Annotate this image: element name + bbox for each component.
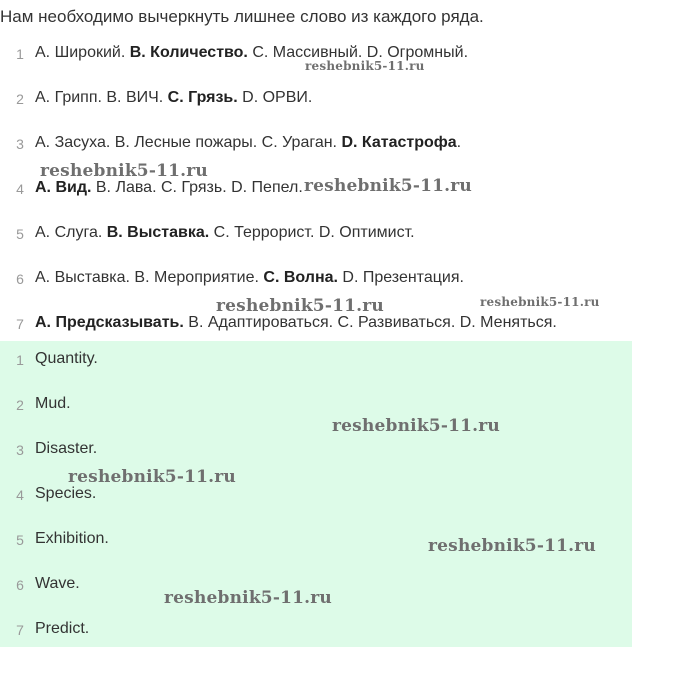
- highlighted-answer: A. Вид.: [35, 179, 92, 196]
- highlighted-answer: C. Волна.: [263, 269, 338, 286]
- answer-option-text: A. Выставка. B. Мероприятие.: [35, 269, 264, 286]
- item-number: 5. 5: [16, 532, 24, 548]
- list-item: [0, 476, 632, 521]
- item-number: 4. 4: [16, 181, 24, 197]
- item-text: [35, 134, 461, 152]
- highlighted-answer: C. Грязь.: [167, 89, 238, 106]
- list-item: [0, 521, 632, 566]
- item-text: [35, 314, 557, 332]
- item-text: [35, 269, 464, 287]
- watermark: reshebnik5-11.ru: [480, 295, 600, 309]
- item-number: 7. 7: [16, 622, 24, 638]
- list-item: [0, 566, 632, 611]
- item-text: [35, 224, 415, 242]
- highlighted-answer: D. Катастрофа: [341, 134, 457, 151]
- item-text: Wave.: [35, 575, 80, 592]
- list-item: [0, 212, 632, 257]
- item-text: [35, 89, 312, 107]
- watermark: reshebnik5-11.ru: [216, 296, 384, 316]
- english-answer-list: [0, 341, 632, 647]
- highlighted-answer: B. Количество.: [129, 44, 248, 61]
- answer-option-text: D. ОРВИ.: [237, 89, 313, 106]
- answer-option-text: A. Засуха. B. Лесные пожары. C. Ураган.: [35, 134, 342, 151]
- item-number: 1. 1: [16, 352, 24, 368]
- intro-text: Нам необходимо вычеркнуть лишнее слово из каждого ряда.: [0, 7, 484, 26]
- item-text: [35, 179, 303, 197]
- answer-option-text: .: [456, 134, 462, 151]
- answer-option-text: B. Адаптироваться. C. Развиваться. D. Меняться.: [183, 314, 557, 331]
- watermark: reshebnik5-11.ru: [40, 161, 208, 181]
- answer-option-text: B. Лава. C. Грязь. D. Пепел.: [91, 179, 303, 196]
- russian-answer-list: [0, 32, 632, 347]
- highlighted-answer: A. Предсказывать.: [35, 314, 184, 331]
- item-number: 7. 7: [16, 316, 24, 332]
- list-item: [0, 341, 632, 386]
- item-number: 2. 2: [16, 397, 24, 413]
- answer-option-text: C. Террорист. D. Оптимист.: [209, 224, 415, 241]
- answer-option-text: A. Широкий.: [35, 44, 130, 61]
- item-number: 6. 6: [16, 271, 24, 287]
- list-item: [0, 257, 632, 302]
- item-text: Disaster.: [35, 440, 98, 457]
- item-text: Quantity.: [35, 350, 98, 367]
- list-item: [0, 122, 632, 167]
- item-number: 3. 3: [16, 136, 24, 152]
- answer-option-text: A. Грипп. B. ВИЧ.: [35, 89, 168, 106]
- watermark: reshebnik5-11.ru: [305, 59, 425, 73]
- list-item: [0, 386, 632, 431]
- answer-option-text: D. Презентация.: [337, 269, 464, 286]
- watermark: reshebnik5-11.ru: [68, 467, 236, 487]
- watermark: reshebnik5-11.ru: [332, 416, 500, 436]
- item-number: 2. 2: [16, 91, 24, 107]
- item-number: 1. 1: [16, 46, 24, 62]
- watermark: reshebnik5-11.ru: [304, 176, 472, 196]
- item-text: Species.: [35, 485, 97, 502]
- list-item: [0, 32, 632, 77]
- highlighted-answer: B. Выставка.: [106, 224, 210, 241]
- item-number: 3. 3: [16, 442, 24, 458]
- item-number: 6. 6: [16, 577, 24, 593]
- list-item: [0, 77, 632, 122]
- watermark: reshebnik5-11.ru: [164, 588, 332, 608]
- item-number: 5. 5: [16, 226, 24, 242]
- list-item: [0, 431, 632, 476]
- list-item: [0, 167, 632, 212]
- watermark: reshebnik5-11.ru: [428, 536, 596, 556]
- list-item: [0, 611, 632, 656]
- item-text: Exhibition.: [35, 530, 109, 547]
- answer-option-text: C. Массивный. D. Огромный.: [247, 44, 469, 61]
- item-number: 4. 4: [16, 487, 24, 503]
- answer-option-text: A. Слуга.: [35, 224, 107, 241]
- item-text: Mud.: [35, 395, 71, 412]
- item-text: Predict.: [35, 620, 90, 637]
- item-text: [35, 44, 468, 62]
